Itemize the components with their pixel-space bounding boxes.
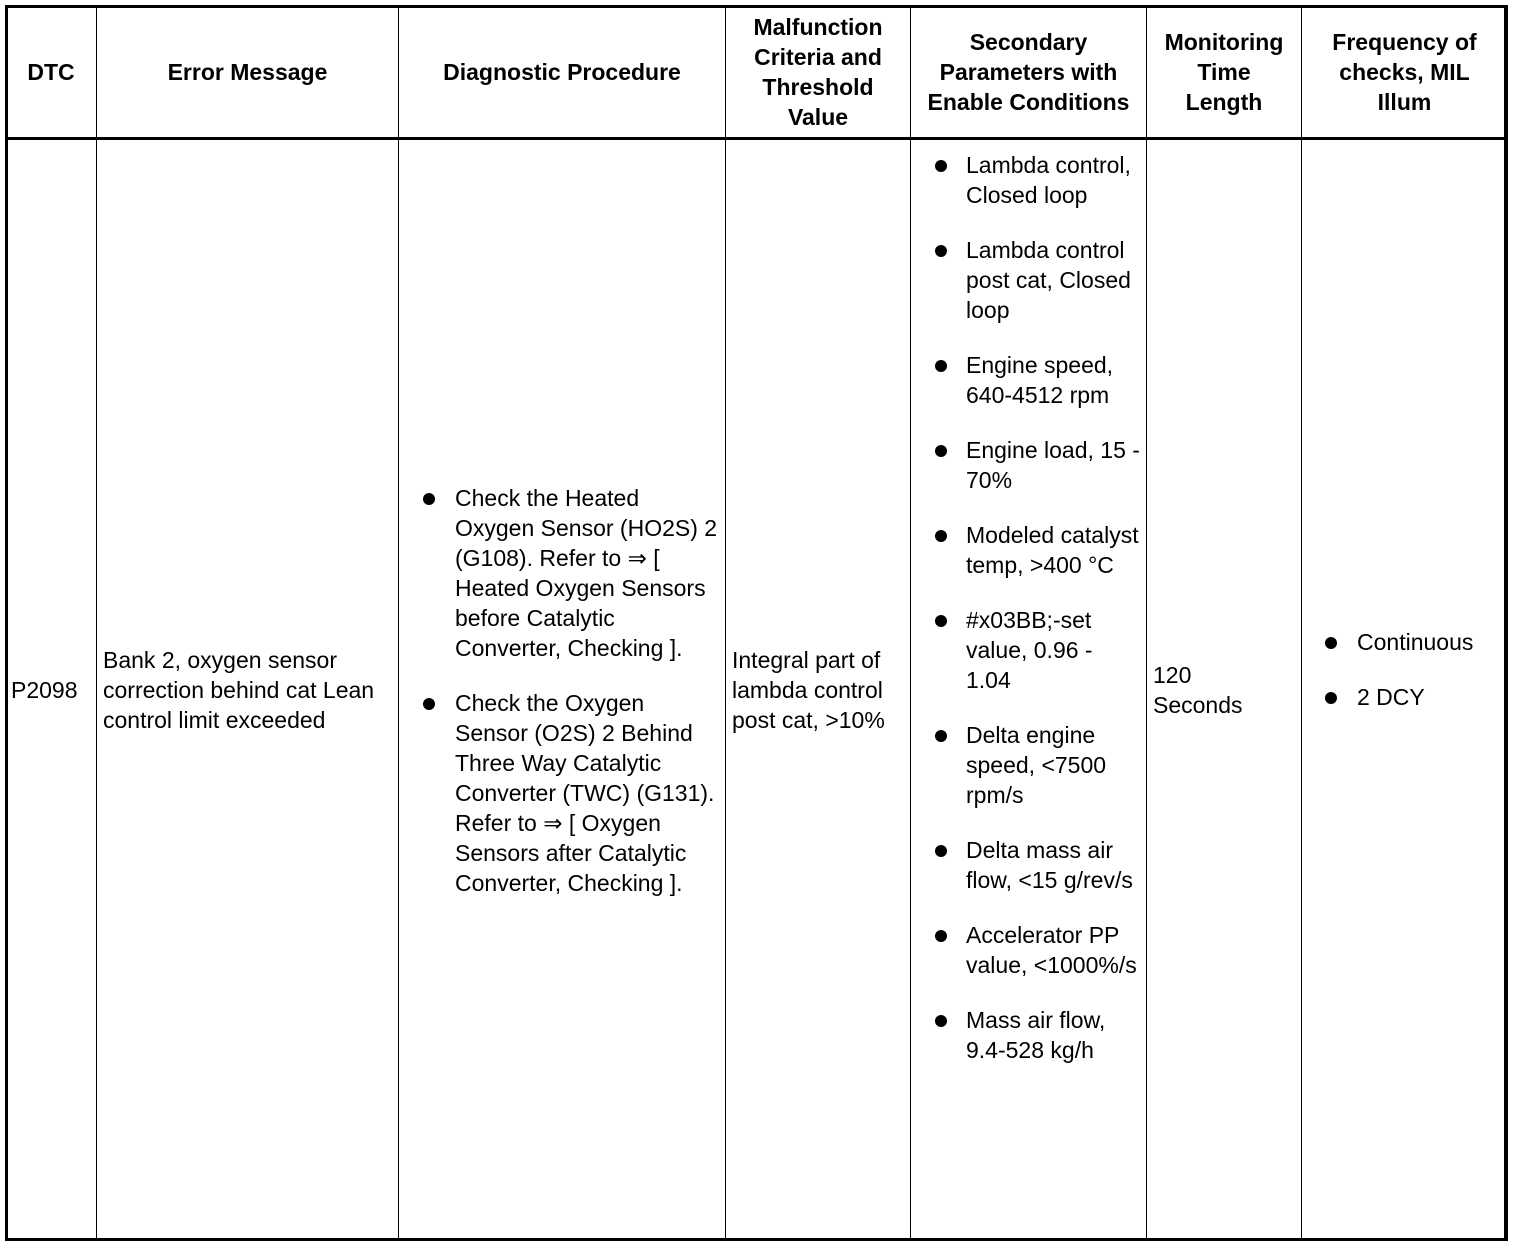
error-message: Bank 2, oxygen sensor correction behind cat Lean control limit exceeded <box>97 139 399 1241</box>
header-diagnostic-procedure: Diagnostic Procedure <box>399 6 726 139</box>
header-secondary-parameters: Secondary Parameters with Enable Conditions <box>911 6 1147 139</box>
table-outer-border <box>5 5 1507 1241</box>
malfunction-criteria: Integral part of lambda control post cat, >10% <box>726 139 911 1241</box>
parameter: Lambda control, Closed loop <box>966 152 1131 208</box>
parameter: Engine speed, 640-4512 rpm <box>966 352 1114 408</box>
header-error-message: Error Message <box>97 6 399 139</box>
dtc-code: P2098 <box>6 139 97 1241</box>
parameter: Accelerator PP value, <1000%/s <box>966 922 1137 978</box>
header-frequency: Frequency of checks, MIL Illum <box>1302 6 1508 139</box>
header-dtc: DTC <box>6 6 97 139</box>
frequency-item: Continuous <box>1357 629 1474 655</box>
header-monitoring-time: Monitoring Time Length <box>1147 6 1302 139</box>
monitoring-time: 120 Seconds <box>1147 139 1302 1241</box>
procedure-step: Check the Heated Oxygen Sensor (HO2S) 2 (G108). Refer to ⇒ [ Heated Oxygen Sensors before Catalytic Converter, Checking ]. <box>455 484 718 661</box>
procedure-step: Check the Oxygen Sensor (O2S) 2 Behind Three Way Catalytic Converter (TWC) (G131). Refer to ⇒ [ Oxygen Sensors after Catalytic Converter, Checking ]. <box>455 689 715 896</box>
header-malfunction-criteria: Malfunction Criteria and Threshold Value <box>726 6 911 139</box>
parameter: Modeled catalyst temp, >400 °C <box>966 522 1139 578</box>
parameter: Delta engine speed, <7500 rpm/s <box>966 722 1107 808</box>
parameter: Lambda control post cat, Closed loop <box>966 237 1131 323</box>
parameter: #x03BB;-set value, 0.96 - 1.04 <box>966 607 1093 693</box>
parameter: Mass air flow, 9.4-528 kg/h <box>966 1007 1106 1063</box>
parameter: Engine load, 15 - 70% <box>966 437 1140 493</box>
frequency-item: 2 DCY <box>1357 684 1425 710</box>
parameter: Delta mass air flow, <15 g/rev/s <box>966 837 1133 893</box>
